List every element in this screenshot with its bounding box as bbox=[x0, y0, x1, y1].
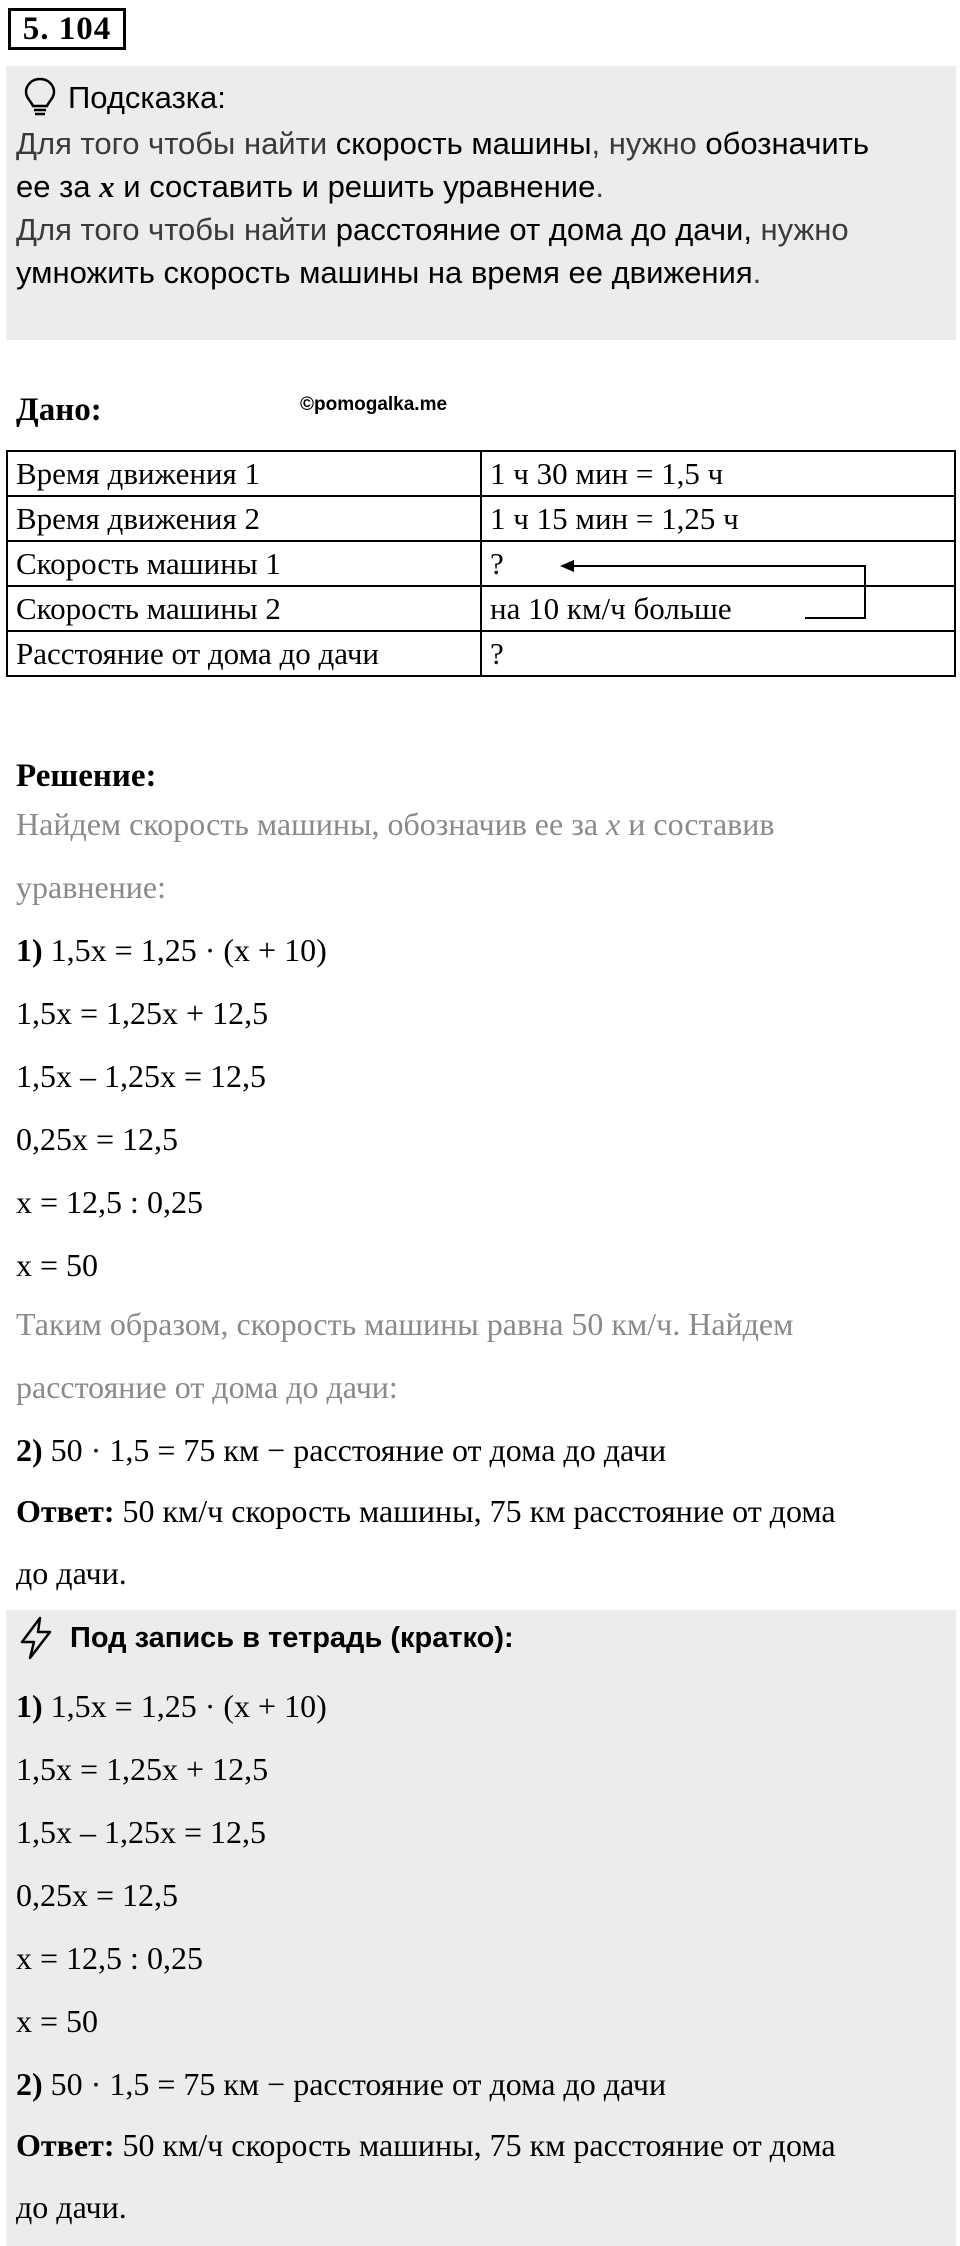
table-cell: Расстояние от дома до дачи bbox=[7, 631, 481, 676]
notes-equation-4: 0,25x = 12,5 bbox=[16, 1877, 179, 1913]
table-cell: ? bbox=[481, 631, 955, 676]
notes-title: Под запись в тетрадь (кратко): bbox=[70, 1622, 514, 1654]
notes-equation-2: 1,5x = 1,25x + 12,5 bbox=[16, 1751, 269, 1787]
table-cell: ? bbox=[481, 541, 955, 586]
equation-6: x = 50 bbox=[16, 1247, 99, 1283]
table-cell: Скорость машины 2 bbox=[7, 586, 481, 631]
notes-answer: Ответ: 50 км/ч скорость машины, 75 км расстояние от дома bbox=[16, 2127, 836, 2163]
hint-line-2: ее за x и составить и решить уравнение. bbox=[16, 169, 604, 204]
equation-3: 1,5x – 1,25x = 12,5 bbox=[16, 1058, 267, 1094]
equation-5: x = 12,5 : 0,25 bbox=[16, 1184, 203, 1220]
notes-answer-cont: до дачи. bbox=[16, 2189, 127, 2225]
lightning-icon bbox=[16, 1616, 56, 1660]
hint-line-1: Для того чтобы найти скорость машины, нужно обозначить bbox=[16, 126, 870, 161]
solution-label: Решение: bbox=[16, 758, 157, 794]
notes-equation-3: 1,5x – 1,25x = 12,5 bbox=[16, 1814, 267, 1850]
table-cell: Время движения 1 bbox=[7, 451, 481, 496]
lightbulb-icon bbox=[22, 76, 58, 118]
hint-title: Подсказка: bbox=[68, 80, 226, 115]
solution-mid-cont: расстояние от дома до дачи: bbox=[16, 1369, 398, 1405]
solution-intro-cont: уравнение: bbox=[16, 869, 166, 905]
table-cell: 1 ч 15 мин = 1,25 ч bbox=[481, 496, 955, 541]
table-cell: 1 ч 30 мин = 1,5 ч bbox=[481, 451, 955, 496]
solution-mid: Таким образом, скорость машины равна 50 км/ч. Найдем bbox=[16, 1306, 794, 1342]
table-cell: Время движения 2 bbox=[7, 496, 481, 541]
step-2: 2) 50 · 1,5 = 75 км − расстояние от дома до дачи bbox=[16, 1432, 667, 1468]
given-label: Дано: bbox=[16, 392, 102, 428]
table-cell: Скорость машины 1 bbox=[7, 541, 481, 586]
table-row bbox=[7, 451, 955, 496]
hint-box bbox=[6, 66, 956, 340]
table-cell: на 10 км/ч больше bbox=[481, 586, 955, 631]
notes-step-2: 2) 50 · 1,5 = 75 км − расстояние от дома до дачи bbox=[16, 2066, 667, 2102]
problem-number: 5. 104 bbox=[8, 8, 126, 50]
solution-intro: Найдем скорость машины, обозначив ее за x и составив bbox=[16, 806, 775, 842]
hint-line-4: умножить скорость машины на время ее движения. bbox=[16, 255, 762, 290]
table-row bbox=[7, 496, 955, 541]
equation-2: 1,5x = 1,25x + 12,5 bbox=[16, 995, 269, 1031]
equation-4: 0,25x = 12,5 bbox=[16, 1121, 179, 1157]
answer-cont: до дачи. bbox=[16, 1555, 127, 1591]
notes-equation-1: 1) 1,5x = 1,25 · (x + 10) bbox=[16, 1688, 327, 1724]
notes-equation-5: x = 12,5 : 0,25 bbox=[16, 1940, 203, 1976]
equation-1: 1) 1,5x = 1,25 · (x + 10) bbox=[16, 932, 327, 968]
table-row bbox=[7, 631, 955, 676]
hint-line-3: Для того чтобы найти расстояние от дома до дачи, нужно bbox=[16, 212, 849, 247]
watermark: ©pomogalka.me bbox=[300, 394, 448, 415]
notes-equation-6: x = 50 bbox=[16, 2003, 99, 2039]
relation-arrow-icon bbox=[480, 546, 880, 626]
answer: Ответ: 50 км/ч скорость машины, 75 км расстояние от дома bbox=[16, 1493, 836, 1529]
